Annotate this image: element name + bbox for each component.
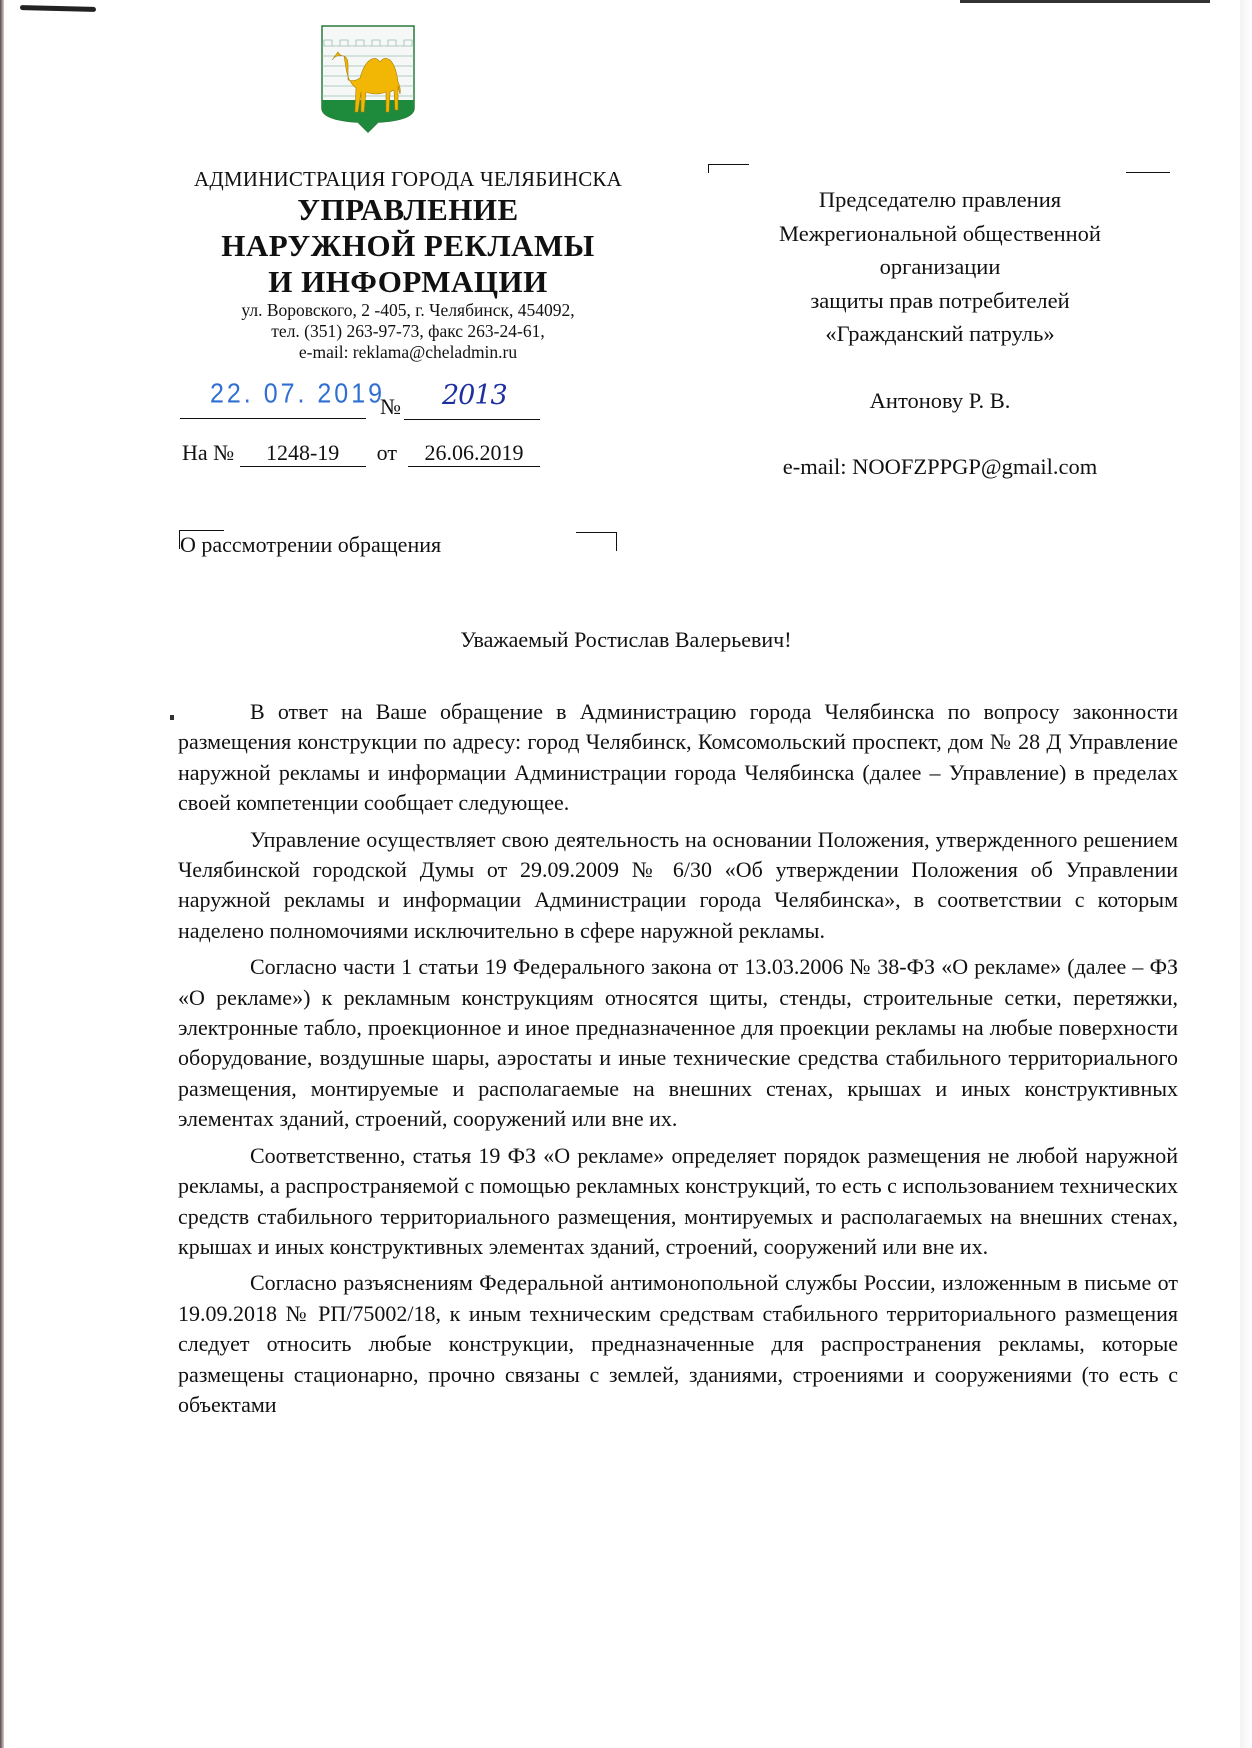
department-title-line-3: И ИНФОРМАЦИИ [268, 264, 548, 299]
scan-page-edge-left [0, 0, 4, 1748]
department-title-line-1: УПРАВЛЕНИЕ [297, 192, 519, 227]
letter-subject: О рассмотрении обращения [180, 532, 442, 557]
registration-date-stamp: 22. 07. 2019 [210, 378, 386, 410]
reference-from-label: от [376, 440, 397, 465]
recipient-bracket-left [708, 164, 749, 173]
recipient-email: e-mail: NOOFZPPGP@gmail.com [782, 454, 1098, 479]
reference-number: 1248-19 [240, 440, 366, 467]
reference-date: 26.06.2019 [408, 440, 540, 467]
letter-body [178, 697, 1178, 1426]
sender-phone: тел. (351) 263-97-73, факс 263-24-61, [271, 321, 545, 341]
reference-row [182, 440, 540, 467]
sender-header [168, 166, 648, 363]
recipient-bracket-right [1126, 172, 1170, 173]
recipient-name: Антонову Р. В. [869, 387, 1011, 413]
reference-prefix: На № [182, 440, 235, 465]
greeting: Уважаемый Ростислав Валерьевич! [460, 627, 792, 652]
registration-row [180, 380, 540, 420]
department-title-line-2: НАРУЖНОЙ РЕКЛАМЫ [221, 228, 595, 263]
body-paragraph: Управление осуществляет свою деятельность на основании Положения, утвержденного решением Челябинской городской Думы от 29.09.2009 № 6/30 «Об утверждении Положения об Управлении наружной рекламы и информации Администрации города Челябинска», в соответствии с которым наделено полномочиями исключительно в сфере наружной рекламы. [178, 826, 1178, 943]
administration-name: АДМИНИСТРАЦИЯ ГОРОДА ЧЕЛЯБИНСКА [193, 167, 623, 191]
number-underline [404, 419, 540, 420]
body-paragraph: Согласно части 1 статьи 19 Федерального закона от 13.03.2006 № 38-ФЗ «О рекламе» (далее – ФЗ «О рекламе») к рекламным конструкциям относятся щиты, стенды, строительные сетки, перетяжки, электронные табло, проекционное и иное предназначенное для проекции рекламы на любые поверхности оборудование, воздушные шары, аэростаты и иные технические средства стабильного территориального размещения, монтируемые и располагаемые на внешних стенах, крышах и иных конструктивных элементах зданий, строений, сооружений или вне их. [178, 954, 1178, 1132]
recipient-line: Межрегиональной общественной [779, 220, 1101, 246]
date-underline [180, 418, 366, 419]
scan-artifact-mark [20, 5, 96, 12]
body-paragraph: Согласно разъяснениям Федеральной антимонопольной службы России, изложенным в письме от 19.09.2018 № РП/75002/18, к иным техническим средствам стабильного территориального размещения следует относить любые конструкции, предназначенные для распространения рекламы, которые размещены стационарно, прочно связаны с землей, зданиями, строениями и сооружениями (то есть с объектами [178, 1270, 1178, 1417]
body-paragraph: Соответственно, статья 19 ФЗ «О рекламе» определяет порядок размещения не любой наружной рекламы, а распространяемой с помощью рекламных конструкций, то есть с использованием технических средств стабильного территориального размещения, монтируемых и располагаемых на внешних стенах, крышах и иных конструктивных элементах зданий, строений, сооружений или вне их. [178, 1142, 1178, 1259]
scan-page-edge-right [1240, 0, 1252, 1748]
recipient-block [700, 183, 1180, 484]
subject-bracket-right [576, 532, 617, 551]
recipient-line: «Гражданский патруль» [825, 321, 1055, 346]
recipient-line: организации [879, 254, 1001, 279]
scan-page-edge-top [960, 0, 1210, 3]
scan-artifact-dot [170, 715, 174, 720]
recipient-line: Председателю правления [818, 187, 1062, 212]
number-label: № [380, 394, 401, 419]
sender-email: e-mail: reklama@cheladmin.ru [298, 342, 518, 362]
recipient-line: защиты прав потребителей [810, 287, 1070, 313]
body-paragraph: В ответ на Ваше обращение в Администрацию города Челябинска по вопросу законности размещения конструкции по адресу: город Челябинск, Комсомольский проспект, дом № 28 Д Управление наружной рекламы и информации Администрации города Челябинска (далее – Управление) в пределах своей компетенции сообщает следующее. [178, 699, 1178, 816]
registration-number-handwritten: 2013 [442, 380, 507, 411]
coat-of-arms-icon [318, 22, 418, 134]
sender-address: ул. Воровского, 2 -405, г. Челябинск, 454092, [241, 300, 575, 320]
